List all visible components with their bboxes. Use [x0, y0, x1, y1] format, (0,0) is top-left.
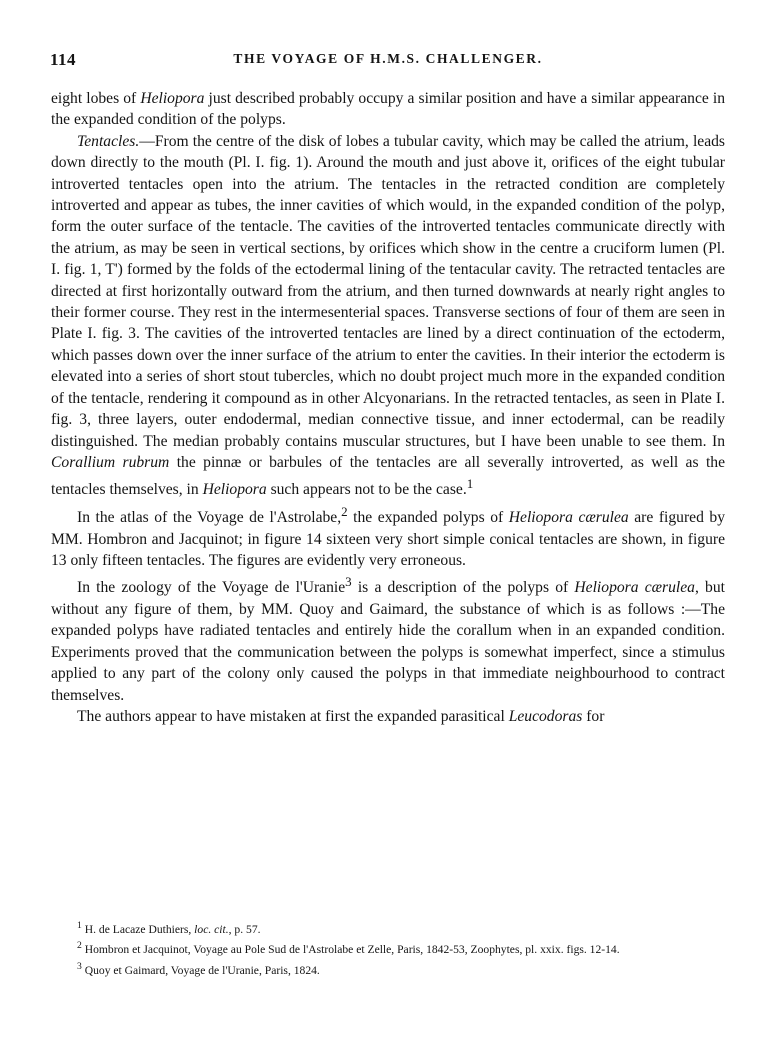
body-text — [51, 88, 725, 727]
text-run: Hombron et Jacquinot, Voyage au Pole Sud de l'Astrolabe et Zelle, Paris, 1842-53, Zoophytes, pl. xxix. figs. 12-14. — [81, 943, 620, 957]
footnote-mark: 3 — [77, 960, 82, 972]
text-run: is a description of the polyps of — [351, 579, 575, 597]
taxon-name: Corallium rubrum — [51, 453, 170, 471]
paragraph-uranie — [51, 571, 725, 706]
paragraph-tentacles — [51, 131, 725, 501]
footnote-mark: 1 — [77, 920, 82, 931]
text-run: , p. 57. — [228, 922, 261, 936]
text-run: eight lobes of — [51, 90, 141, 107]
footnotes — [51, 918, 725, 979]
footnote-ref: 1 — [466, 476, 474, 492]
text-run: are figured by MM. Hombron and Jacquinot; in figure 14 sixteen very short simple conical tentacles are shown, in figure 13 only fifteen tentacles. The figures are evidently very erroneous. — [51, 509, 726, 569]
footnote-mark: 2 — [77, 940, 82, 952]
taxon-name: Heliopora — [140, 90, 205, 107]
footnote-3 — [51, 959, 725, 979]
paragraph-1 — [51, 88, 725, 131]
text-run: the expanded polyps of — [347, 509, 509, 527]
citation-abbrev: loc. cit. — [194, 922, 229, 936]
taxon-name: Heliopora — [202, 481, 267, 499]
text-run: The authors appear to have mistaken at first the expanded parasitical — [77, 707, 509, 725]
taxon-name: Heliopora cærulea — [574, 579, 695, 597]
text-run: just described probably occupy a similar position and have a similar appearance in the expanded condition of the polyps. — [51, 90, 726, 129]
text-run: In the atlas of the Voyage de l'Astrolabe, — [77, 509, 342, 527]
text-run: Quoy et Gaimard, Voyage de l'Uranie, Paris, 1824. — [81, 963, 320, 977]
taxon-name: Leucodoras — [508, 707, 583, 725]
taxon-name: Heliopora cærulea — [508, 509, 629, 527]
section-heading: Tentacles. — [77, 132, 140, 150]
text-run: the pinnæ or barbules of the tentacles are all severally introverted, as well as the tentacles themselves, in — [51, 453, 725, 499]
running-title: THE VOYAGE OF H.M.S. CHALLENGER. — [233, 51, 543, 66]
text-run: —From the centre of the disk of lobes a tubular cavity, which may be called the atrium, leads down directly to the mouth (Pl. I. fig. 1). Around the mouth and just above it, orifices of the eight tubular introverted tentacles open into the atrium. The tentacles in the retracted condition are completely introverted and appear as tubes, the inner cavities of which would, in the expanded condition of the polyp, form the outer surface of the tentacle. The cavities of the introverted tentacles communicate directly with the atrium, as may be seen in vertical sections, by orifices which show in the centre a cruciform lumen (Pl. I. fig. 1, T') formed by the folds of the ectodermal lining of the tentacular cavity. The retracted tentacles are directed at first horizontally outward from the atrium, and then turned downwards at nearly right angles to their former course. They rest in the intermesenterial spaces. Transverse sections of four of them are seen in Plate I. fig. 3. The cavities of the introverted tentacles are lined by a direct continuation of the ectoderm, which passes down over the inner surface of the atrium to enter the cavities. In their interior the ectoderm is elevated into a series of short stout tubercles, which no doubt project much more in the expanded condition of the tentacle, rendering it compound as in other Alcyonarians. In the retracted tentacles, as seen in Plate I. fig. 3, three layers, outer endodermal, median connective tissue, and inner ectodermal, can be readily distinguished. The median probably contains muscular structures, but I have been unable to see them. In — [51, 132, 725, 450]
paragraph-astrolabe — [51, 501, 725, 571]
footnote-1 — [51, 918, 725, 938]
text-run: for — [582, 707, 605, 725]
paragraph-authors — [51, 706, 725, 727]
footnote-ref: 2 — [341, 503, 348, 519]
text-run: H. de Lacaze Duthiers, — [81, 922, 195, 936]
running-head — [50, 50, 726, 72]
footnote-ref: 3 — [345, 574, 352, 590]
text-run: , but without any figure of them, by MM. Quoy and Gaimard, the substance of which is as follows :—The expanded polyps have radiated tentacles and entirely hide the corallum when in an expanded condition. Experiments proved that the communication between the polyps is somewhat imperfect, since a stimulus applied to any part of the colony only caused the polyps in that immediate neighbourhood to contract themselves. — [51, 579, 725, 704]
footnote-2 — [51, 938, 725, 958]
text-run: In the zoology of the Voyage de l'Uranie — [77, 579, 346, 597]
text-run: such appears not to be the case. — [266, 481, 467, 499]
page-number: 114 — [50, 50, 77, 69]
